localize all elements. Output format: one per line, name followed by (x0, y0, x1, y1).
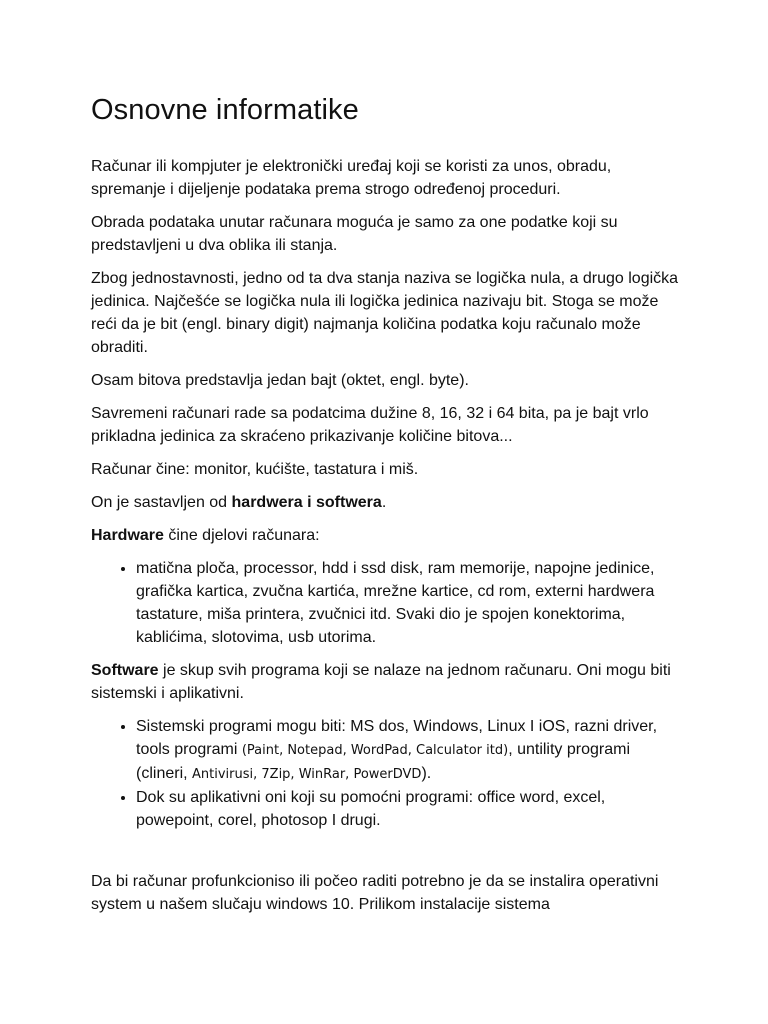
paragraph-installation: Da bi računar profunkcioniso ili počeo raditi potrebno je da se instalira operativni system u našem slučaju windows 10. Prilikom instalacije sistema (91, 873, 659, 913)
bold-text: Software (91, 662, 159, 679)
paragraph-modern-computers: Savremeni računari rade sa podatcima dužine 8, 16, 32 i 64 bita, pa je bajt vrlo prikladna jedinica za skraćeno prikazivanje količine bitova... (91, 405, 649, 445)
text-segment: On je sastavljen od (91, 494, 232, 511)
text-segment: čine djelovi računara: (163, 527, 320, 544)
hardware-list (91, 557, 681, 649)
spacer (91, 842, 681, 870)
text-segment: . (381, 494, 387, 511)
text-segment: (Paint, Notepad, WordPad, Calculator itd) (241, 743, 509, 758)
paragraph-computer-parts: Računar čine: monitor, kućište, tastatura i miš. (91, 461, 419, 478)
text-segment: Antivirusi, 7Zip, WinRar, PowerDVD (192, 767, 422, 782)
list-item (136, 715, 681, 786)
paragraph-data-processing: Obrada podataka unutar računara moguća je samo za one podatke koji su predstavljeni u dva oblika ili stanja. (91, 214, 618, 254)
text-segment: ). (421, 765, 432, 782)
document-page (91, 92, 681, 926)
list-item: • Dok su aplikativni oni koji su pomoćni programi: office word, excel, powepoint, corel, photosop I drugi. (136, 786, 681, 832)
paragraph-byte-definition: Osam bitova predstavlja jedan bajt (oktet, engl. byte). (91, 372, 469, 389)
text-segment: je skup svih programa koji se nalaze na jednom računaru. Oni mogu biti sistemski i aplikativni. (91, 662, 671, 702)
paragraph-bit-definition: Zbog jednostavnosti, jedno od ta dva stanja naziva se logička nula, a drugo logička jedinica. Najčešće se logička nula ili logička jedinica nazivaju bit. Stoga se može reći da je bit (engl. binary digit) najmanja količina podatka koju računalo može obraditi. (91, 270, 679, 356)
bold-text: hardwera i softwera (231, 494, 382, 511)
page-title: Osnovne informatike (91, 94, 359, 126)
text-segment: Sistemski programi mogu biti: MS dos, Windows, Linux I iOS, razni driver, tools programi (136, 718, 658, 758)
paragraph-hardware-intro (91, 524, 681, 547)
text-segment: , untility programi (clineri, (136, 741, 631, 782)
paragraph-hardware-software (91, 491, 681, 514)
software-list (91, 715, 681, 832)
bold-text: Hardware (91, 527, 164, 544)
list-item: • matična ploča, processor, hdd i ssd disk, ram memorije, napojne jedinice, grafička kartica, zvučna kartića, mrežne kartice, cd rom, externi hardwera tastature, miša printera, zvučnici itd. Svaki dio je spojen konektorima, kablićima, slotovima, usb utorima. (136, 557, 681, 649)
paragraph-computer-definition: Računar ili kompjuter je elektronički uređaj koji se koristi za unos, obradu, spremanje i dijeljenje podataka prema strogo određenoj proceduri. (91, 158, 612, 198)
paragraph-software-intro (91, 659, 681, 705)
